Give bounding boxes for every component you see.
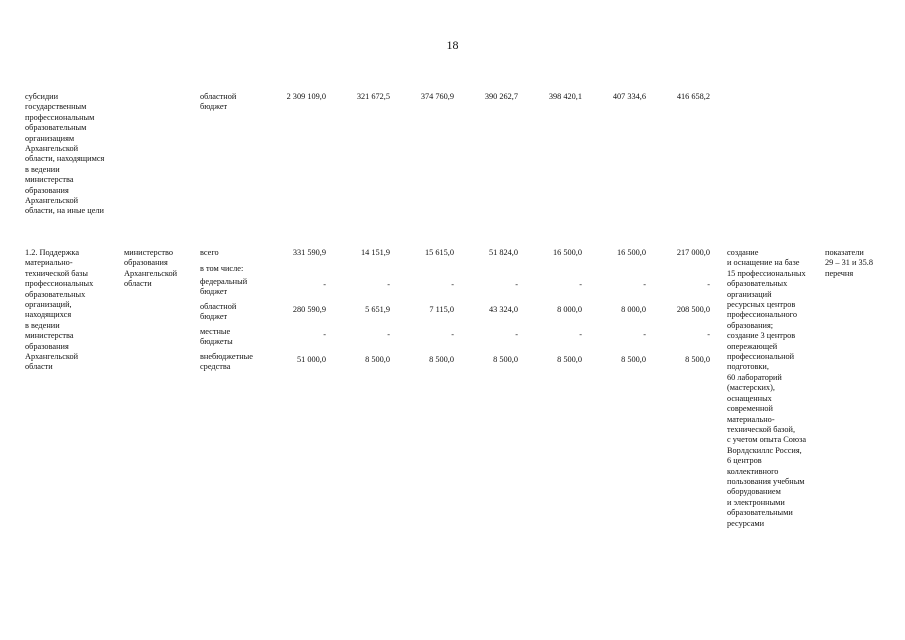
row2-source-value: 8 500,0 (365, 355, 390, 364)
row2-source-value: - (707, 280, 710, 289)
row2-source-label: в том числе: (200, 264, 244, 273)
row2-indicators: показатели 29 – 31 и 35.8 перечня (825, 248, 873, 278)
row1-value-1: 2 309 109,0 (286, 92, 326, 101)
row1-value-7: 416 658,2 (676, 92, 710, 101)
row2-source-value: - (707, 330, 710, 339)
row1-source: областной бюджет (200, 92, 237, 112)
row2-source-value: 8 500,0 (685, 355, 710, 364)
row2-source-label: местные бюджеты (200, 327, 233, 347)
row2-source-value: 16 500,0 (616, 248, 646, 257)
row2-source-value: 7 115,0 (429, 305, 454, 314)
row2-source-value: 331 590,9 (292, 248, 326, 257)
row2-source-value: 8 500,0 (557, 355, 582, 364)
row2-source-value: 16 500,0 (552, 248, 582, 257)
row2-source-value: 51 824,0 (488, 248, 518, 257)
row1-value-2: 321 672,5 (356, 92, 390, 101)
row2-source-value: 208 500,0 (676, 305, 710, 314)
row2-description: 1.2. Поддержка материально- технической базы профессиональных образовательных организаций, находящихся в ведении министерства образования Архангельской области (25, 248, 94, 372)
page-number: 18 (446, 38, 459, 52)
row1-value-6: 407 334,6 (612, 92, 646, 101)
row2-source-value: 5 651,9 (365, 305, 390, 314)
row2-source-value: 43 324,0 (488, 305, 518, 314)
row2-source-value: - (643, 330, 646, 339)
row2-source-value: - (451, 280, 454, 289)
row2-source-value: - (515, 330, 518, 339)
row2-source-value: 8 500,0 (429, 355, 454, 364)
row1-description: субсидии государственным профессиональным образовательным организациям Архангельской области, находящимся в ведении министерства образования Архангельской области, на иные цели (25, 92, 105, 216)
row2-source-label: всего (200, 248, 219, 257)
row2-source-value: 51 000,0 (296, 355, 326, 364)
row2-result: создание и оснащение на базе 15 профессиональных образовательных организаций ресурсных центров профессионального образования; создание 3 центров опережающей профессиональной подготовки, 60 лабораторий (мастерских), оснащенных современной материально- технической базой, с учетом опыта Союза Ворлдскиллс Россия, 6 центров коллективного пользования учебным оборудованием и электронными образовательными ресурсами (727, 248, 807, 528)
row1-value-5: 398 420,1 (548, 92, 582, 101)
row2-source-value: 8 500,0 (493, 355, 518, 364)
row2-source-value: - (643, 280, 646, 289)
row2-source-value: - (515, 280, 518, 289)
row2-source-label: областной бюджет (200, 302, 237, 322)
row2-source-value: 8 000,0 (557, 305, 582, 314)
row2-source-value: - (579, 280, 582, 289)
row2-source-value: - (323, 330, 326, 339)
row1-value-3: 374 760,9 (420, 92, 454, 101)
row2-source-label: федеральный бюджет (200, 277, 248, 297)
row2-executor: министерство образования Архангельской области (124, 248, 178, 289)
row2-source-value: - (451, 330, 454, 339)
row2-source-value: 15 615,0 (424, 248, 454, 257)
row1-value-4: 390 262,7 (484, 92, 518, 101)
row2-source-label: внебюджетные средства (200, 352, 253, 372)
row2-source-value: - (579, 330, 582, 339)
row2-source-value: - (323, 280, 326, 289)
row2-source-value: - (387, 280, 390, 289)
row2-source-value: 14 151,9 (360, 248, 390, 257)
row2-source-value: - (387, 330, 390, 339)
row2-source-value: 8 500,0 (621, 355, 646, 364)
row2-source-value: 8 000,0 (621, 305, 646, 314)
row2-source-value: 217 000,0 (676, 248, 710, 257)
row2-source-value: 280 590,9 (292, 305, 326, 314)
